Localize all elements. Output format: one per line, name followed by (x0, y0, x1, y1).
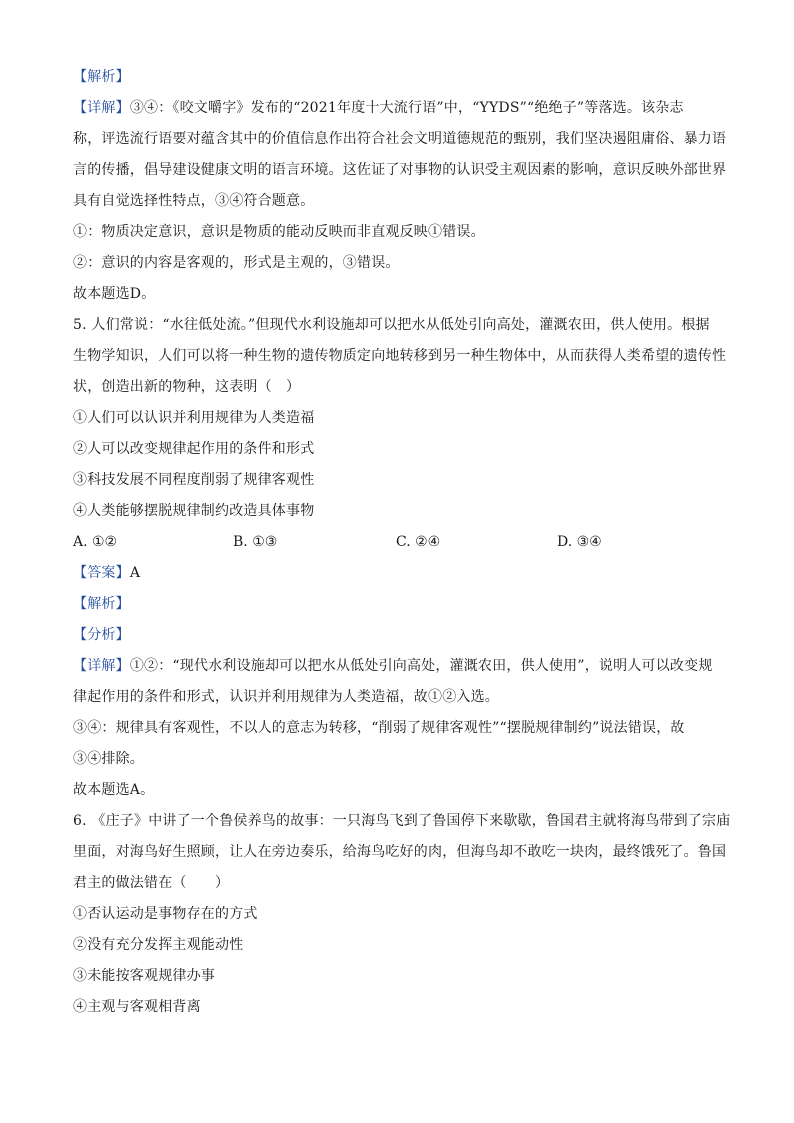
line-text: 生物学知识，人们可以将一种生物的遗传物质定向地转移到另一种生物体中，从而获得人类希望的遗传性 (73, 348, 727, 364)
bottom-line (73, 961, 723, 992)
bottom-line (73, 775, 723, 806)
q5-option-d: D. ③④ (557, 534, 602, 550)
line-text: ③科技发展不同程度削弱了规律客观性 (73, 472, 315, 488)
top-line (73, 310, 723, 341)
top-line (73, 496, 723, 527)
line-text: ①人们可以认识并利用规律为人类造福 (73, 410, 315, 426)
bottom-line (73, 930, 723, 961)
line-text: 律起作用的条件和形式，认识并利用规律为人类造福，故①②入选。 (73, 689, 499, 705)
line-text: 故本题选A。 (73, 782, 155, 798)
line-text: ④主观与客观相背离 (73, 999, 201, 1015)
top-line (73, 372, 723, 403)
bottom-line (73, 620, 723, 651)
section-label: 【详解】 (73, 100, 130, 116)
bottom-line (73, 558, 723, 589)
section-label: 【答案】 (73, 565, 130, 581)
top-line (73, 124, 727, 155)
line-text: ④人类能够摆脱规律制约改造具体事物 (73, 503, 315, 519)
bottom-line (73, 992, 723, 1023)
top-line (73, 186, 723, 217)
line-text: A (129, 565, 141, 581)
document-page (73, 62, 731, 1023)
top-line (73, 62, 723, 93)
top-line (73, 403, 723, 434)
line-text: ③④：《咬文嚼字》发布的“2021年度十大流行语”中，“YYDS”“绝绝子”等落选。该杂志 (129, 100, 684, 116)
bottom-line (73, 651, 723, 682)
top-line (73, 465, 723, 496)
line-text: 5. 人们常说：“水往低处流。”但现代水利设施却可以把水从低处引向高处，灌溉农田，供人使用。根据 (73, 317, 710, 333)
top-line (73, 155, 727, 186)
bottom-line (73, 868, 723, 899)
top-line (73, 93, 723, 124)
line-text: 言的传播，倡导建设健康文明的语言环境。这佐证了对事物的认识受主观因素的影响，意识反映外部世界 (73, 162, 727, 178)
line-text: 君主的做法错在（ ） (73, 875, 230, 891)
line-text: ②人可以改变规律起作用的条件和形式 (73, 441, 315, 457)
analysis-section-q4 (73, 62, 727, 527)
q5-options (73, 527, 723, 558)
line-text: ①否认运动是事物存在的方式 (73, 906, 258, 922)
line-text: ③④排除。 (73, 751, 144, 767)
top-line (73, 434, 723, 465)
line-text: 状，创造出新的物种，这表明（ ） (73, 379, 301, 395)
section-label: 【解析】 (73, 596, 130, 612)
top-line (73, 279, 723, 310)
q5-option-c: C. ②④ (396, 534, 441, 550)
bottom-line (73, 589, 723, 620)
bottom-line (73, 713, 723, 744)
top-line (73, 341, 727, 372)
line-text: 称，评选流行语要对蕴含其中的价值信息作出符合社会文明道德规范的甄别，我们坚决遏阻庸俗、暴力语 (73, 131, 727, 147)
line-text: ③④：规律具有客观性，不以人的意志为转移，“削弱了规律客观性”“摆脱规律制约”说法错误，故 (73, 720, 685, 736)
q5-option-b: B. ①③ (233, 534, 278, 550)
analysis-section-q5-q6 (73, 558, 731, 1023)
section-label: 【详解】 (73, 658, 130, 674)
line-text: ③未能按客观规律办事 (73, 968, 215, 984)
section-label: 【分析】 (73, 627, 130, 643)
bottom-line (73, 837, 727, 868)
bottom-line (73, 806, 731, 837)
bottom-line (73, 744, 723, 775)
line-text: ②：意识的内容是客观的，形式是主观的，③错误。 (73, 255, 400, 271)
bottom-line (73, 899, 723, 930)
section-label: 【解析】 (73, 69, 130, 85)
line-text: ②没有充分发挥主观能动性 (73, 937, 244, 953)
line-text: ①②：“现代水利设施却可以把水从低处引向高处，灌溉农田，供人使用”，说明人可以改变规 (129, 658, 713, 674)
line-text: 6. 《庄子》中讲了一个鲁侯养鸟的故事：一只海鸟飞到了鲁国停下来歇歇，鲁国君主就将海鸟带到了宗庙 (73, 813, 731, 829)
line-text: 里面，对海鸟好生照顾，让人在旁边奏乐，给海鸟吃好的肉，但海鸟却不敢吃一块肉，最终饿死了。鲁国 (73, 844, 727, 860)
line-text: 故本题选D。 (73, 286, 156, 302)
line-text: ①：物质决定意识，意识是物质的能动反映而非直观反映①错误。 (73, 224, 485, 240)
top-line (73, 217, 723, 248)
q5-option-a: A. ①② (73, 534, 118, 550)
top-line (73, 248, 723, 279)
line-text: 具有自觉选择性特点，③④符合题意。 (73, 193, 315, 209)
bottom-line (73, 682, 723, 713)
